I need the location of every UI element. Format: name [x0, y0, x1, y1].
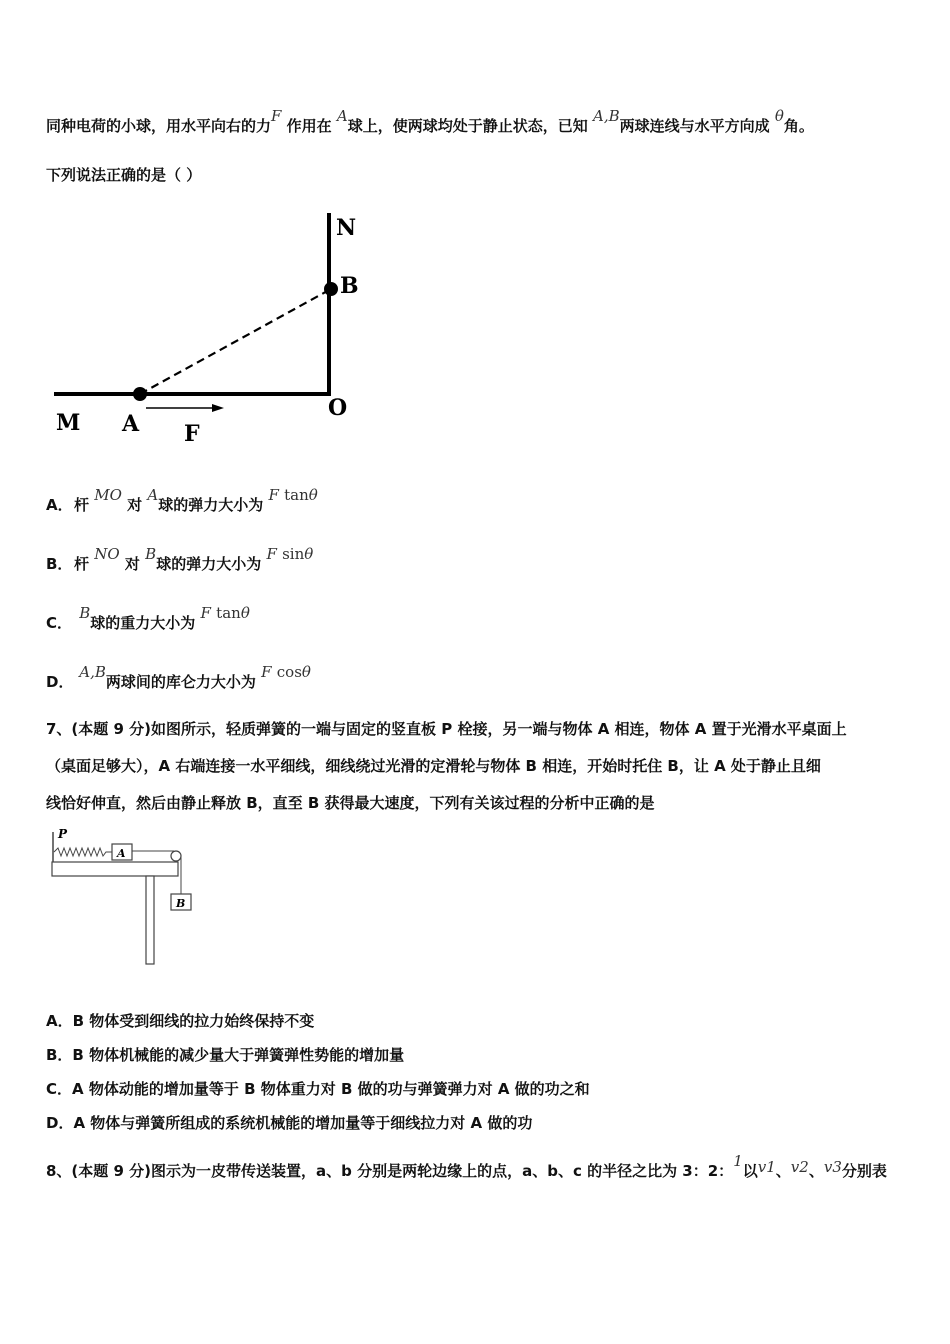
q6-option-c: [46, 604, 250, 633]
label-O: O: [328, 395, 348, 421]
label-F: F: [184, 421, 200, 447]
math-1: 1: [733, 1152, 743, 1170]
label-A: A: [117, 847, 126, 860]
q7-stem-line1: 7、(本题 9 分)如图所示，轻质弹簧的一端与固定的竖直板 P 栓接，另一端与物体 A 相连，物体 A 置于光滑水平桌面上: [46, 720, 847, 738]
q6-stem-text: 角。: [783, 117, 814, 135]
formula-F-tan-theta: F tanθ: [268, 486, 318, 504]
option-text: 球的弹力大小为: [158, 496, 264, 514]
q7-stem-line3: 线恰好伸直，然后由静止释放 B，直至 B 获得最大速度，下列有关该过程的分析中正确的是: [46, 794, 655, 812]
q6-stem-text: 球上，使两球均处于静止状态，已知: [347, 117, 588, 135]
q6-stem-line1: [46, 107, 814, 136]
math-v2: v2: [790, 1158, 809, 1176]
option-letter: D．: [46, 673, 74, 691]
q7-figure: [46, 826, 206, 971]
spring: [54, 848, 112, 856]
pulley: [171, 851, 181, 861]
q6-stem-text: 作用在: [286, 117, 332, 135]
math-theta: θ: [774, 107, 784, 125]
math-v3: v3: [823, 1158, 842, 1176]
ball-B: [324, 282, 338, 296]
label-A: A: [122, 411, 140, 437]
math-NO: NO: [94, 545, 120, 563]
q7-option-a: A．B 物体受到细线的拉力始终保持不变: [46, 1012, 315, 1030]
q6-stem-line2: 下列说法正确的是（ ）: [46, 166, 202, 184]
math-B: B: [79, 604, 91, 622]
option-text: 杆: [74, 555, 90, 573]
label-P: P: [58, 827, 68, 841]
q7-option-d: D．A 物体与弹簧所组成的系统机械能的增加量等于细线拉力对 A 做的功: [46, 1114, 533, 1132]
math-AB: A,B: [79, 663, 106, 681]
option-letter: B．: [46, 555, 73, 573]
option-text: 两球间的库仑力大小为: [105, 673, 256, 691]
math-AB: A,B: [593, 107, 620, 125]
option-letter: C．: [46, 614, 73, 632]
q6-option-a: [46, 486, 318, 515]
option-text: 对: [124, 555, 140, 573]
label-N: N: [336, 215, 357, 241]
label-B: B: [340, 273, 359, 299]
option-text: 球的弹力大小为: [156, 555, 262, 573]
q8-stem-text: 、: [808, 1162, 824, 1180]
q7-option-c: C．A 物体动能的增加量等于 B 物体重力对 B 做的功与弹簧弹力对 A 做的功之和: [46, 1080, 590, 1098]
force-arrow-head: [212, 404, 224, 412]
math-MO: MO: [94, 486, 122, 504]
ab-dashed-line: [140, 289, 331, 394]
math-F: F: [271, 107, 282, 125]
q7-option-b: B．B 物体机械能的减少量大于弹簧弹性势能的增加量: [46, 1046, 405, 1064]
math-A: A: [336, 107, 348, 125]
formula-F-tan-theta: F tanθ: [200, 604, 250, 622]
q6-stem-text: 同种电荷的小球，用水平向右的力: [46, 117, 272, 135]
formula-F-cos-theta: F cosθ: [261, 663, 311, 681]
option-text: 杆: [74, 496, 90, 514]
option-text: 对: [127, 496, 143, 514]
math-v1: v1: [757, 1158, 776, 1176]
q8-stem-text: 分别表: [841, 1162, 887, 1180]
math-B: B: [145, 545, 157, 563]
q7-stem-line2: （桌面足够大），A 右端连接一水平细线，细线绕过光滑的定滑轮与物体 B 相连，开始时托住 B，让 A 处于静止且细: [46, 757, 821, 775]
q8-stem-text: 8、(本题 9 分)图示为一皮带传送装置，a、b 分别是两轮边缘上的点，a、b、c 的半径之比为 3：2：: [46, 1162, 734, 1180]
ball-A: [133, 387, 147, 401]
formula-F-sin-theta: F sinθ: [266, 545, 314, 563]
option-letter: A．: [46, 496, 73, 514]
math-A: A: [147, 486, 159, 504]
q8-stem-text: 、: [775, 1162, 791, 1180]
q6-option-d: [46, 663, 311, 692]
option-text: 球的重力大小为: [90, 614, 196, 632]
q8-stem-text: 以: [742, 1162, 758, 1180]
q6-stem-text: 两球连线与水平方向成: [619, 117, 770, 135]
label-M: M: [56, 410, 81, 436]
q6-figure: [46, 205, 376, 455]
q8-stem-line1: [46, 1152, 887, 1181]
table-top: [52, 862, 178, 876]
table-leg: [146, 876, 154, 964]
label-B: B: [176, 897, 186, 910]
q6-option-b: [46, 545, 314, 574]
